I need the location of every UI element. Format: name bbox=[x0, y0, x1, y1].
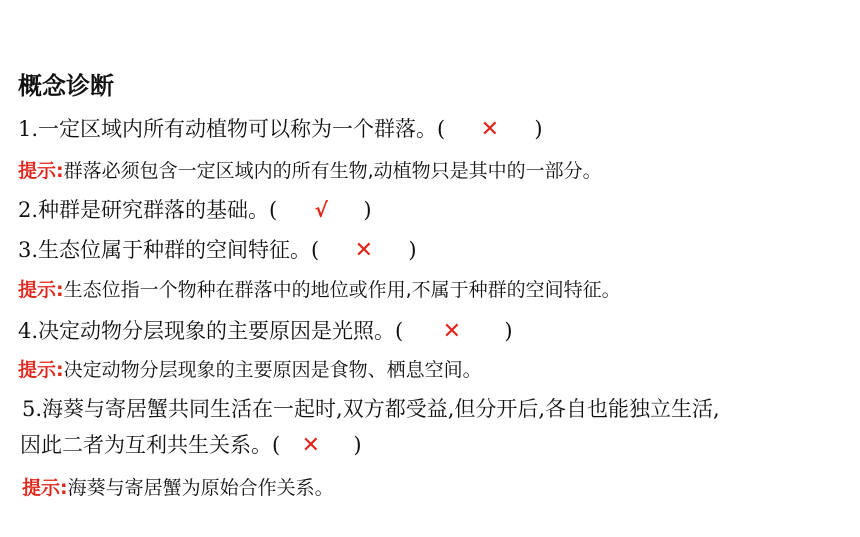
hint-label: 提示: bbox=[22, 477, 68, 499]
question-5-close: ) bbox=[353, 433, 362, 457]
hint-label: 提示: bbox=[18, 160, 64, 182]
hint-3 bbox=[18, 275, 621, 302]
cross-mark-icon: ✕ bbox=[480, 117, 500, 142]
question-5-line1: 5.海葵与寄居蟹共同生活在一起时,双方都受益,但分开后,各自也能独立生活, bbox=[22, 397, 720, 421]
check-mark-icon: √ bbox=[314, 198, 328, 222]
question-1-text: 1.一定区域内所有动植物可以称为一个群落。( bbox=[18, 117, 446, 141]
question-2-close: ) bbox=[363, 198, 372, 222]
hint-5 bbox=[22, 473, 334, 500]
hint-1-text: 群落必须包含一定区域内的所有生物,动植物只是其中的一部分。 bbox=[63, 160, 602, 182]
question-4-text: 4.决定动物分层现象的主要原因是光照。( bbox=[18, 319, 404, 343]
section-title: 概念诊断 bbox=[18, 72, 114, 100]
cross-mark-icon: ✕ bbox=[354, 238, 374, 263]
hint-1 bbox=[18, 156, 602, 183]
hint-4-text: 决定动物分层现象的主要原因是食物、栖息空间。 bbox=[63, 359, 482, 381]
question-3-text: 3.生态位属于种群的空间特征。( bbox=[18, 238, 320, 262]
question-2-text: 2.种群是研究群落的基础。( bbox=[18, 198, 278, 222]
question-2 bbox=[18, 194, 372, 224]
question-4 bbox=[18, 315, 513, 345]
question-4-close: ) bbox=[504, 319, 513, 343]
cross-mark-icon: ✕ bbox=[442, 319, 462, 344]
hint-label: 提示: bbox=[18, 359, 64, 381]
question-3 bbox=[18, 234, 417, 264]
question-5-line2 bbox=[20, 429, 362, 459]
question-5-text: 因此二者为互利共生关系。( bbox=[20, 433, 281, 457]
hint-label: 提示: bbox=[18, 279, 64, 301]
hint-3-text: 生态位指一个物种在群落中的地位或作用,不属于种群的空间特征。 bbox=[63, 279, 621, 301]
question-3-close: ) bbox=[408, 238, 417, 262]
hint-5-text: 海葵与寄居蟹为原始合作关系。 bbox=[67, 477, 334, 499]
question-1-close: ) bbox=[534, 117, 543, 141]
cross-mark-icon: ✕ bbox=[301, 433, 321, 458]
question-1 bbox=[18, 113, 543, 143]
hint-4 bbox=[18, 355, 482, 382]
